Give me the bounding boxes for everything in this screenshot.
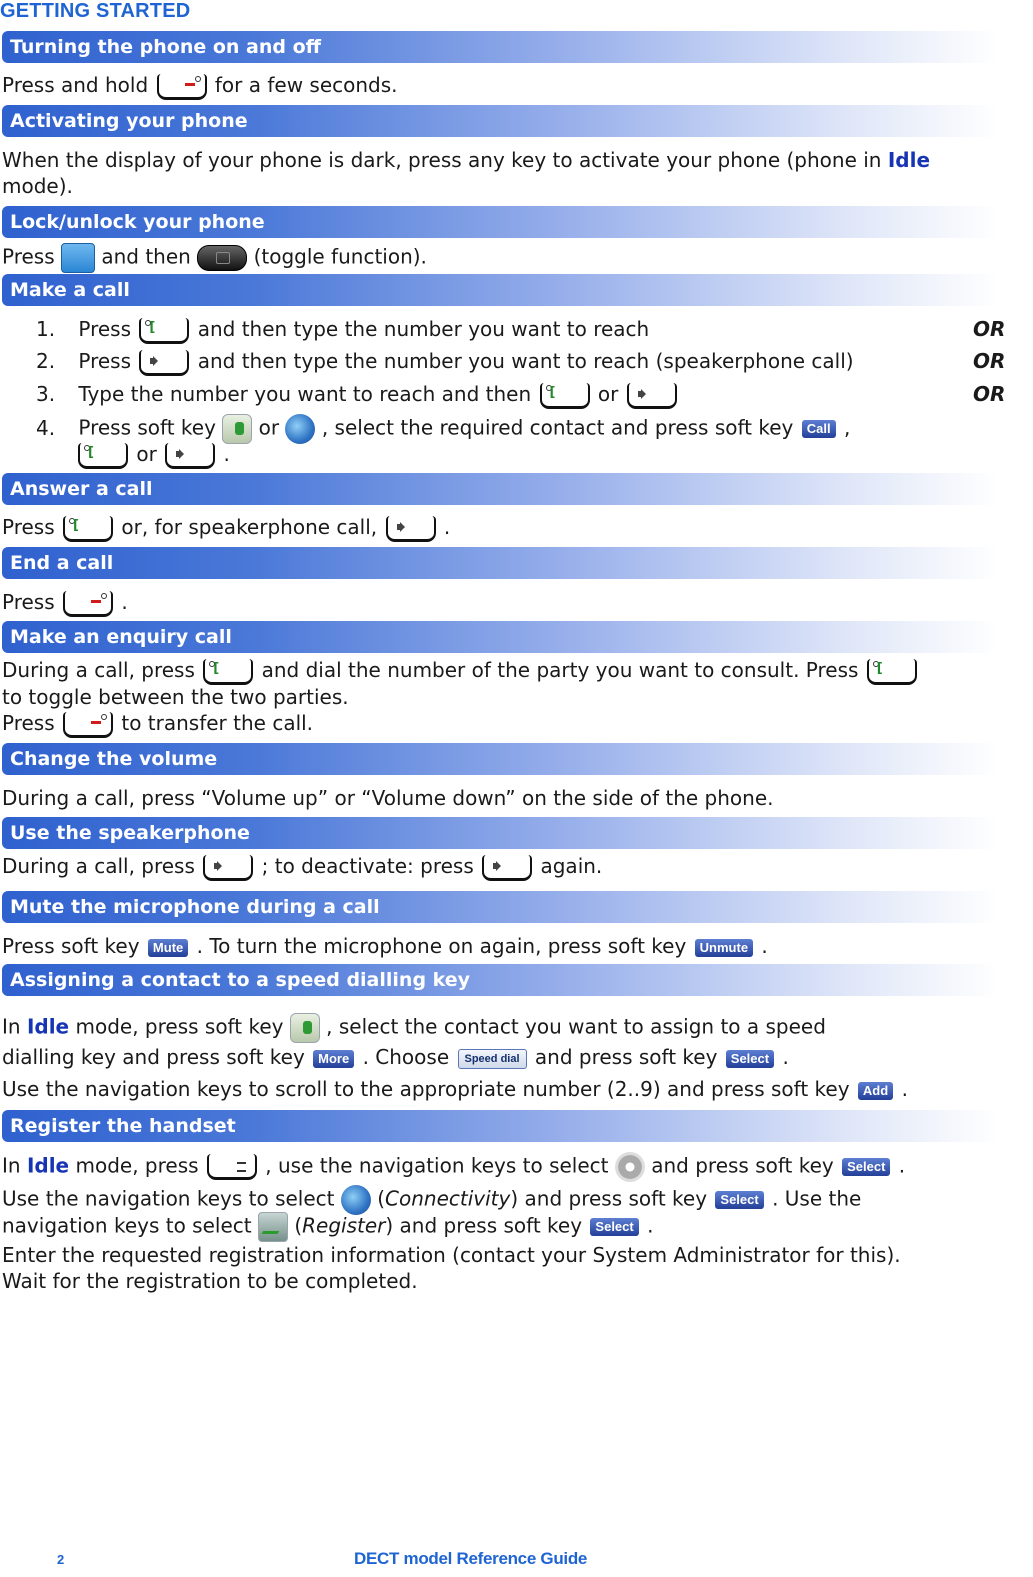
text: and then bbox=[101, 244, 191, 269]
more-softkey: More bbox=[313, 1050, 354, 1068]
text: and press soft key bbox=[651, 1153, 834, 1178]
text: or bbox=[597, 382, 619, 406]
text: . bbox=[443, 515, 451, 539]
settings-gear-icon bbox=[615, 1152, 645, 1182]
text: (toggle function). bbox=[253, 244, 427, 269]
answer-text bbox=[2, 515, 450, 542]
section-heading-enquiry: Make an enquiry call bbox=[2, 621, 998, 653]
footer-title: DECT model Reference Guide bbox=[354, 1549, 588, 1568]
text: mode, press bbox=[75, 1153, 199, 1178]
speaker-key-icon bbox=[386, 516, 436, 542]
text: . bbox=[223, 442, 230, 466]
item-number: 2. bbox=[36, 349, 56, 373]
text: Press bbox=[78, 349, 131, 373]
text: When the display of your phone is dark, press any key to activate your phone (phone in bbox=[2, 148, 882, 172]
make-call-item-4 bbox=[36, 414, 850, 444]
text: . Choose bbox=[362, 1045, 450, 1069]
idle-label: Idle bbox=[26, 1014, 70, 1039]
enquiry-text-3 bbox=[2, 711, 313, 738]
text: and dial the number of the party you want to consult. Press bbox=[261, 658, 859, 682]
or-label: OR bbox=[973, 317, 1006, 341]
text: Use the navigation keys to scroll to the appropriate number (2..9) and press soft key bbox=[2, 1077, 850, 1101]
text: In bbox=[2, 1014, 21, 1039]
item-number: 1. bbox=[36, 317, 56, 341]
text: ( bbox=[377, 1186, 386, 1211]
text: . bbox=[647, 1213, 654, 1238]
text: , bbox=[843, 415, 851, 440]
speaker-key-icon bbox=[627, 383, 677, 409]
volume-text: During a call, press “Volume up” or “Volume down” on the side of the phone. bbox=[2, 786, 774, 810]
text: . bbox=[898, 1153, 906, 1178]
text: or, for speakerphone call, bbox=[121, 515, 378, 539]
select-softkey: Select bbox=[726, 1050, 774, 1068]
or-label: OR bbox=[973, 349, 1006, 373]
section-heading-volume: Change the volume bbox=[2, 743, 998, 775]
text: and then type the number you want to reach (speakerphone call) bbox=[197, 349, 854, 373]
text: Press soft key bbox=[78, 415, 216, 440]
connectivity-globe-icon bbox=[341, 1185, 371, 1215]
end-key-icon bbox=[63, 712, 113, 738]
section-heading-lock: Lock/unlock your phone bbox=[2, 206, 998, 238]
call-key-icon bbox=[540, 383, 590, 409]
make-call-item-2 bbox=[36, 349, 854, 376]
text: navigation keys to select bbox=[2, 1213, 252, 1238]
item-number: 3. bbox=[36, 382, 56, 406]
speed-text-1 bbox=[2, 1013, 826, 1043]
text: . bbox=[121, 590, 128, 614]
section-heading-speed-dial: Assigning a contact to a speed dialling key bbox=[2, 964, 998, 996]
text: again. bbox=[540, 854, 603, 878]
text: ; to deactivate: press bbox=[261, 854, 474, 878]
phonebook-icon bbox=[290, 1013, 320, 1043]
end-key-icon bbox=[157, 74, 207, 100]
make-call-item-4-line-2 bbox=[76, 442, 230, 469]
text: Press bbox=[2, 515, 55, 539]
menu-key-icon bbox=[207, 1154, 257, 1180]
section-heading-mute: Mute the microphone during a call bbox=[2, 891, 998, 923]
lock-text bbox=[2, 243, 427, 273]
text: Press bbox=[78, 317, 131, 341]
make-call-item-3 bbox=[36, 382, 679, 409]
call-key-icon bbox=[63, 516, 113, 542]
page-title: GETTING STARTED bbox=[0, 0, 191, 22]
call-key-icon bbox=[139, 318, 189, 344]
end-text bbox=[2, 590, 128, 617]
register-text-4: Enter the requested registration information (contact your System Administrator for this). bbox=[2, 1243, 901, 1267]
text: Press bbox=[2, 711, 55, 735]
text: . Use the bbox=[772, 1186, 862, 1211]
text: Press bbox=[2, 244, 55, 269]
speaker-key-icon bbox=[165, 443, 215, 469]
call-softkey: Call bbox=[802, 420, 836, 438]
text: During a call, press bbox=[2, 854, 195, 878]
power-text bbox=[2, 73, 398, 100]
section-heading-power: Turning the phone on and off bbox=[2, 31, 998, 63]
text: Press and hold bbox=[2, 73, 149, 97]
text: and press soft key bbox=[534, 1045, 718, 1069]
text: , select the required contact and press soft key bbox=[321, 415, 794, 440]
text: During a call, press bbox=[2, 658, 195, 682]
speaker-key-icon bbox=[482, 855, 532, 881]
register-text-2 bbox=[2, 1185, 861, 1215]
speaker-key-icon bbox=[203, 855, 253, 881]
text: dialling key and press soft key bbox=[2, 1045, 305, 1069]
section-heading-activate: Activating your phone bbox=[2, 105, 998, 137]
text: . bbox=[901, 1077, 908, 1101]
text: and then type the number you want to reach bbox=[197, 317, 650, 341]
text: Use the navigation keys to select bbox=[2, 1186, 335, 1211]
enquiry-text-1 bbox=[2, 658, 919, 685]
section-heading-answer: Answer a call bbox=[2, 473, 998, 505]
register-text-3 bbox=[2, 1212, 653, 1242]
text: or bbox=[258, 415, 280, 440]
section-heading-register: Register the handset bbox=[2, 1110, 998, 1142]
text: . To turn the microphone on again, press soft key bbox=[196, 934, 687, 958]
text: , use the navigation keys to select bbox=[265, 1153, 609, 1178]
text: . bbox=[782, 1045, 789, 1069]
section-heading-speaker: Use the speakerphone bbox=[2, 817, 998, 849]
text: Type the number you want to reach and then bbox=[78, 382, 532, 406]
text: Press bbox=[2, 590, 55, 614]
text: for a few seconds. bbox=[214, 73, 398, 97]
activate-text-2: mode). bbox=[2, 174, 73, 198]
section-heading-make-call: Make a call bbox=[2, 274, 998, 306]
end-key-icon bbox=[63, 591, 113, 617]
call-key-icon bbox=[867, 659, 917, 685]
text: or bbox=[136, 442, 157, 466]
register-text-1 bbox=[2, 1152, 905, 1182]
speaker-text bbox=[2, 854, 602, 881]
connectivity-label: Connectivity bbox=[385, 1186, 511, 1211]
or-label: OR bbox=[973, 382, 1006, 406]
text: Press soft key bbox=[2, 934, 140, 958]
register-icon bbox=[258, 1212, 288, 1242]
idle-label: Idle bbox=[26, 1153, 70, 1178]
mute-text bbox=[2, 934, 768, 958]
text: In bbox=[2, 1153, 21, 1178]
speed-dial-option: Speed dial bbox=[458, 1049, 527, 1069]
register-text-5: Wait for the registration to be completed. bbox=[2, 1269, 418, 1293]
select-softkey: Select bbox=[842, 1158, 890, 1176]
select-softkey: Select bbox=[715, 1191, 763, 1209]
speaker-key-icon bbox=[139, 350, 189, 376]
make-call-item-1 bbox=[36, 317, 649, 344]
text: ) and press soft key bbox=[385, 1213, 583, 1238]
text: to transfer the call. bbox=[121, 711, 314, 735]
select-softkey: Select bbox=[590, 1218, 638, 1236]
unmute-softkey: Unmute bbox=[695, 939, 753, 957]
item-number: 4. bbox=[36, 415, 56, 440]
call-key-icon bbox=[203, 659, 253, 685]
lock-key-icon bbox=[197, 245, 247, 271]
speed-text-3 bbox=[2, 1077, 908, 1101]
text: ) and press soft key bbox=[510, 1186, 708, 1211]
page-number: 2 bbox=[57, 1552, 65, 1567]
text: , select the contact you want to assign to a speed bbox=[326, 1014, 826, 1039]
text: ( bbox=[294, 1213, 303, 1238]
speed-text-2 bbox=[2, 1045, 789, 1069]
phonebook-icon bbox=[222, 414, 252, 444]
activate-text bbox=[2, 148, 930, 172]
blue-softkey-icon bbox=[61, 243, 95, 273]
text: mode, press soft key bbox=[75, 1014, 284, 1039]
enquiry-text-2: to toggle between the two parties. bbox=[2, 685, 349, 709]
add-softkey: Add bbox=[858, 1082, 893, 1100]
globe-icon bbox=[285, 414, 315, 444]
idle-label: Idle bbox=[887, 148, 931, 172]
mute-softkey: Mute bbox=[148, 939, 188, 957]
call-key-icon bbox=[78, 443, 128, 469]
text: . bbox=[761, 934, 768, 958]
register-label: Register bbox=[302, 1213, 386, 1238]
section-heading-end: End a call bbox=[2, 547, 998, 579]
